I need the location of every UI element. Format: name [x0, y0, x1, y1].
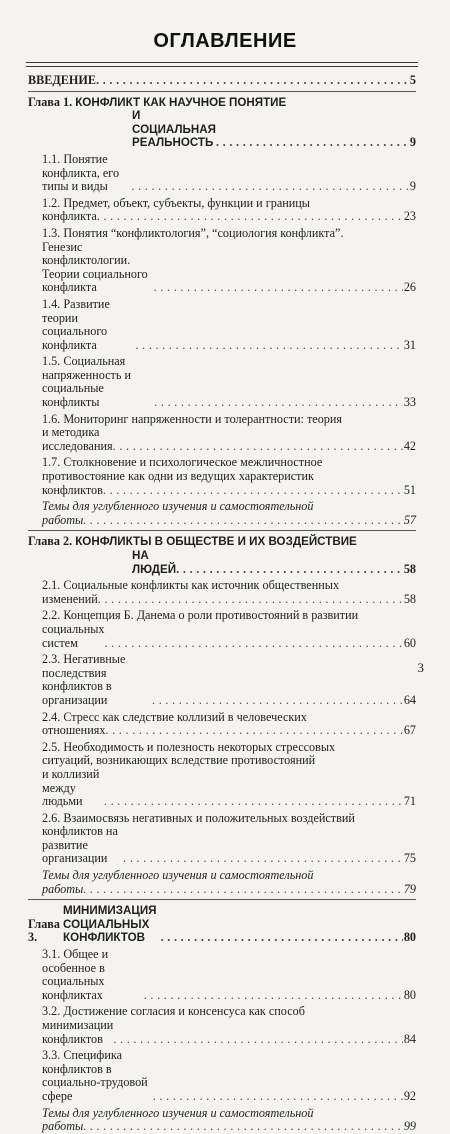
toc-section-entry[interactable] [28, 227, 416, 295]
section-text: 3.3. Специфика конфликтов в социально-трудовой сфере [42, 1048, 148, 1103]
toc-section-entry[interactable] [28, 298, 416, 352]
toc-section-entry[interactable] [28, 609, 416, 650]
themes-line [42, 1107, 416, 1121]
section-text: и коллизий между людьми [42, 766, 100, 809]
themes-text: Темы для углубленного изучения и самостоятельной [42, 868, 314, 883]
separator-rule [28, 899, 416, 900]
separator-rule [28, 530, 416, 531]
section-page: 31 [403, 337, 416, 352]
themes-text: Темы для углубленного изучения и самостоятельной [42, 1105, 314, 1120]
section-line [42, 812, 416, 826]
chapter-heading[interactable] [28, 535, 416, 576]
themes-text: работы [42, 881, 84, 896]
page-number: 3 [417, 660, 424, 675]
toc-section-entry[interactable] [28, 1005, 416, 1046]
themes-line [42, 1120, 416, 1134]
dot-leader [144, 989, 403, 1003]
section-page: 71 [403, 794, 416, 809]
dot-leader [97, 210, 403, 224]
chapter-label: Глава 3. [28, 916, 60, 945]
toc-section-entry[interactable] [28, 197, 416, 224]
section-text: ситуаций, возникающих вследствие противостояний [42, 753, 316, 768]
section-line [42, 1049, 416, 1103]
chapter-title-line [28, 109, 416, 150]
chapter-title: КОНФЛИКТ КАК НАУЧНОЕ ПОНЯТИЕ [75, 95, 287, 109]
toc-section-entry[interactable] [28, 1049, 416, 1103]
section-text: отношениях [42, 723, 106, 738]
separator-rule [28, 91, 416, 92]
section-line [42, 426, 416, 453]
toc-section-entry[interactable] [28, 711, 416, 738]
section-text: конфликтов на развитие организации [42, 824, 118, 866]
chapter-title: КОНФЛИКТЫ В ОБЩЕСТВЕ И ИХ ВОЗДЕЙСТВИЕ [75, 535, 357, 549]
section-page: 92 [403, 1088, 416, 1103]
section-page: 33 [403, 395, 416, 410]
chapter-heading[interactable] [28, 904, 416, 945]
toc-section-entry[interactable] [28, 653, 416, 707]
themes-text: работы [42, 1119, 84, 1134]
dot-leader [131, 180, 409, 194]
dot-leader [104, 795, 403, 809]
chapter-title-line [28, 549, 416, 576]
themes-line [42, 869, 416, 883]
section-line [42, 1005, 416, 1019]
section-page: 26 [403, 280, 416, 295]
page-title: ОГЛАВЛЕНИЕ [153, 30, 297, 52]
section-page: 51 [403, 482, 416, 497]
chapter-label: Глава 2. [28, 534, 73, 549]
toc-section-entry[interactable] [28, 579, 416, 606]
toc-section-entry[interactable] [28, 741, 416, 809]
dot-leader [105, 637, 403, 651]
dot-leader [98, 593, 403, 607]
section-page: 23 [403, 209, 416, 224]
chapter-title-line [28, 96, 416, 110]
section-text: Генезис конфликтологии. Теории социального конфликта [42, 239, 148, 295]
table-of-contents [28, 74, 416, 1134]
section-text: 1.2. Предмет, объект, субъекты, функции и границы [42, 195, 310, 210]
themes-page: 79 [403, 881, 416, 896]
section-text: конфликта [42, 209, 97, 224]
section-page: 58 [403, 591, 416, 606]
section-line [42, 227, 416, 241]
toc-section-entry[interactable] [28, 456, 416, 497]
section-line [42, 623, 416, 650]
section-page: 67 [403, 723, 416, 738]
section-text: 3.2. Достижение согласия и консенсуса как способ [42, 1004, 305, 1019]
section-page: 42 [403, 438, 416, 453]
dot-leader [103, 484, 403, 498]
themes-page: 57 [403, 512, 416, 527]
section-text: 2.2. Концепция Б. Данема о роли противостояний в развитии [42, 608, 359, 623]
dot-leader [154, 396, 403, 410]
section-text: 2.6. Взаимосвязь негативных и положительных воздействий [42, 810, 355, 825]
chapter-title-line [28, 535, 416, 549]
section-text: 1.1. Понятие конфликта, его типы и виды [42, 151, 120, 194]
section-line [42, 711, 416, 725]
section-line [42, 724, 416, 738]
section-line [42, 484, 416, 498]
section-line [42, 298, 416, 352]
chapter-label: Глава 1. [28, 94, 73, 109]
chapter-page: 80 [403, 930, 416, 945]
themes-line [42, 883, 416, 897]
section-page: 64 [403, 692, 416, 707]
section-text: 2.4. Стресс как следствие коллизий в человеческих [42, 709, 307, 724]
section-text: и методика исследования [42, 425, 113, 453]
toc-entry-intro[interactable] [28, 74, 416, 88]
section-page: 75 [403, 851, 416, 866]
dot-leader [154, 281, 403, 295]
dot-leader [216, 136, 409, 150]
section-text: 1.3. Понятия “конфликтология”, “социология конфликта”. [42, 225, 344, 240]
section-line [42, 653, 416, 707]
section-text: 3.1. Общее и особенное в социальных конфликтах [42, 947, 109, 1002]
chapter-heading[interactable] [28, 96, 416, 150]
dot-leader [152, 694, 403, 708]
section-line [42, 741, 416, 755]
section-line [42, 456, 416, 470]
themes-page: 99 [403, 1119, 416, 1134]
chapter-page: 58 [403, 561, 416, 576]
dot-leader [83, 514, 403, 528]
chapter-page: 9 [409, 135, 416, 150]
section-line [42, 197, 416, 211]
section-line [42, 768, 416, 809]
dot-leader [176, 563, 403, 577]
intro-label: ВВЕДЕНИЕ [28, 73, 96, 87]
dot-leader [83, 883, 403, 897]
themes-line [42, 514, 416, 528]
section-text: 2.5. Необходимость и полезность некоторых стрессовых [42, 739, 336, 754]
section-text: 1.7. Столкновение и психологическое межличностное [42, 455, 323, 470]
dot-leader [153, 1090, 403, 1104]
section-line [42, 754, 416, 768]
dot-leader [161, 931, 403, 945]
toc-themes-entry[interactable] [28, 1107, 416, 1134]
section-text: минимизации конфликтов [42, 1018, 114, 1046]
section-line [42, 241, 416, 295]
section-text: противостояние как одни из ведущих характеристик [42, 469, 314, 484]
section-line [42, 355, 416, 409]
section-page: 9 [409, 179, 416, 194]
chapter-title: НА ЛЮДЕЙ [132, 549, 177, 576]
section-text: 1.5. Социальная напряженность и социальные конфликты [42, 354, 131, 410]
toc-section-entry[interactable] [28, 812, 416, 866]
dot-leader [123, 852, 403, 866]
section-line [42, 825, 416, 866]
section-page: 84 [403, 1031, 416, 1046]
section-text: социальных систем [42, 621, 105, 650]
section-line [42, 593, 416, 607]
section-line [42, 153, 416, 194]
toc-section-entry[interactable] [28, 153, 416, 194]
chapter-title-line [28, 904, 416, 945]
intro-page: 5 [409, 73, 416, 87]
toc-themes-entry[interactable] [28, 500, 416, 527]
section-text: изменений [42, 591, 98, 606]
chapter-title: И СОЦИАЛЬНАЯ РЕАЛЬНОСТЬ [132, 109, 216, 150]
section-line [42, 579, 416, 593]
section-page: 60 [403, 635, 416, 650]
themes-line [42, 500, 416, 514]
section-text: конфликтов [42, 482, 103, 497]
section-line [42, 1019, 416, 1046]
section-text: 2.3. Негативные последствия конфликтов в организации [42, 652, 126, 707]
dot-leader [113, 440, 403, 454]
dot-leader [105, 724, 402, 738]
title-rule-bottom [26, 66, 418, 67]
dot-leader [135, 339, 402, 353]
dot-leader [96, 74, 409, 88]
section-line [42, 210, 416, 224]
dot-leader [113, 1033, 403, 1047]
themes-text: работы [42, 512, 84, 527]
section-line [42, 413, 416, 427]
section-text: 2.1. Социальные конфликты как источник общественных [42, 578, 340, 593]
themes-text: Темы для углубленного изучения и самостоятельной [42, 499, 314, 514]
section-line [42, 948, 416, 1002]
toc-section-entry[interactable] [28, 948, 416, 1002]
toc-section-entry[interactable] [28, 413, 416, 454]
toc-section-entry[interactable] [28, 355, 416, 409]
section-line [42, 609, 416, 623]
title-rule-top [26, 62, 418, 63]
chapter-title: МИНИМИЗАЦИЯ СОЦИАЛЬНЫХ КОНФЛИКТОВ [63, 904, 157, 945]
section-text: 1.4. Развитие теории социального конфликта [42, 296, 110, 352]
dot-leader [83, 1120, 403, 1134]
section-line [42, 470, 416, 484]
toc-themes-entry[interactable] [28, 869, 416, 896]
section-page: 80 [403, 987, 416, 1002]
section-text: 1.6. Мониторинг напряженности и толерантности: теория [42, 411, 343, 426]
